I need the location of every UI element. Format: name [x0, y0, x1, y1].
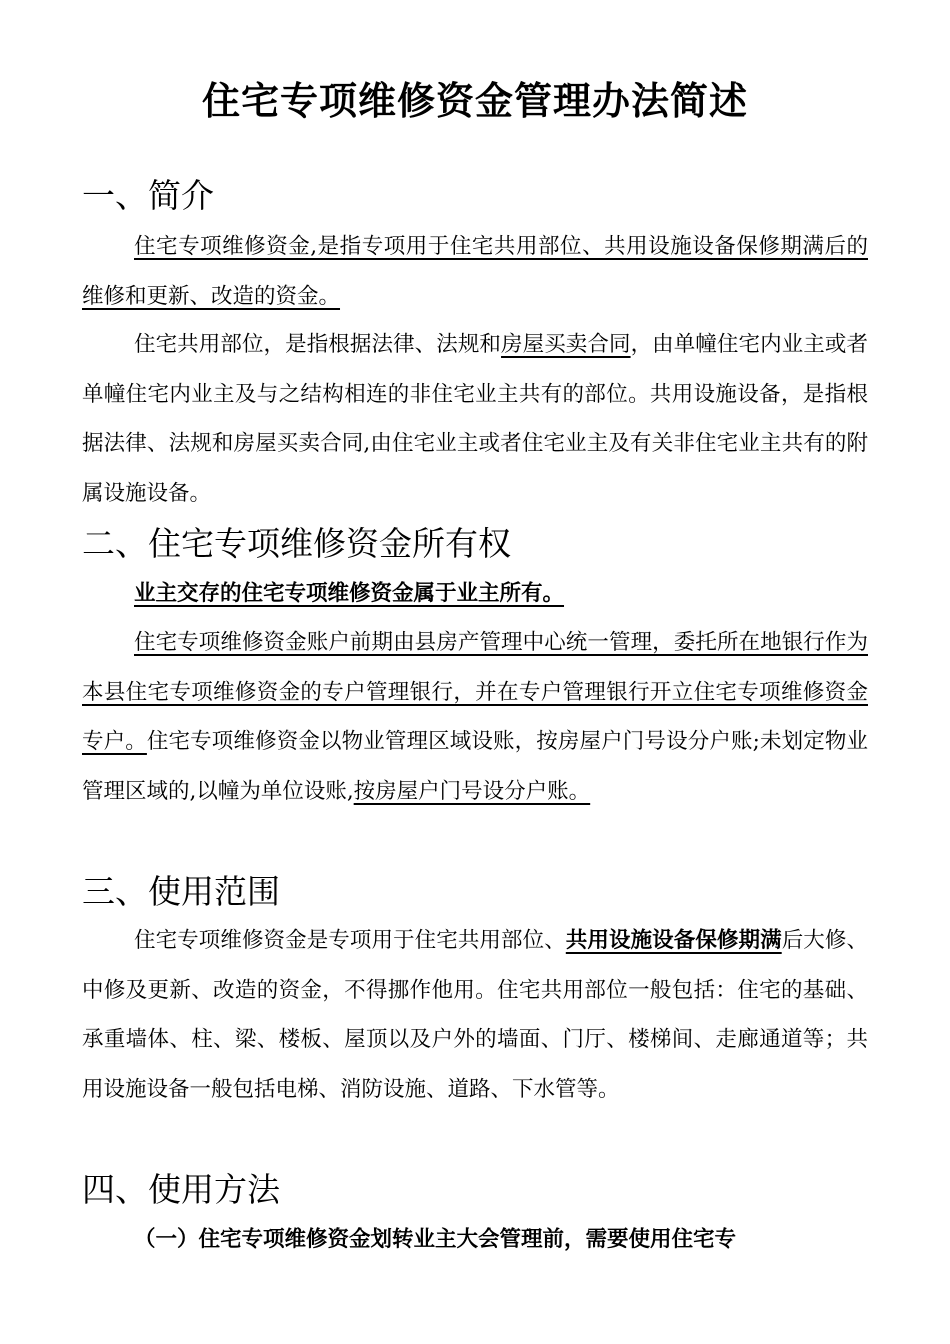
- section-heading-method: 四、使用方法: [82, 1170, 280, 1209]
- ownership-p2-underlined-1: 住宅专项维修资金账户前期由县房产管理中心统一管理，委托所在地银行作为本县住宅专项维修资金的专户管理银行，并在专户管理银行开立住宅专项维修资金专户。: [82, 630, 868, 754]
- scope-emphasis: 共用设施设备保修期满: [565, 928, 782, 953]
- method-item-1: （一）住宅专项维修资金划转业主大会管理前，需要使用住宅专: [134, 1227, 737, 1252]
- intro-paragraph-1: [82, 222, 868, 321]
- ownership-p2-text: 住宅专项维修资金以物业管理区域设账，按房屋户门号设分户账;未划定物业管理区域的,以幢为单位设账,: [82, 729, 868, 804]
- section-heading-ownership: 二、住宅专项维修资金所有权: [82, 524, 511, 563]
- intro-p2-underlined: 房屋买卖合同: [501, 332, 631, 357]
- scope-paragraph: [82, 916, 868, 1114]
- ownership-statement: 业主交存的住宅专项维修资金属于业主所有。: [134, 581, 565, 606]
- document-title: 住宅专项维修资金管理办法简述: [201, 79, 748, 123]
- intro-p2-text-a: 住宅共用部位，是指根据法律、法规和: [134, 332, 502, 357]
- ownership-paragraph-1: [82, 569, 868, 619]
- method-subheading: [134, 1215, 868, 1265]
- scope-text-a: 住宅专项维修资金是专项用于住宅共用部位、: [134, 928, 566, 953]
- intro-paragraph-2: [82, 320, 868, 518]
- intro-definition-text: 住宅专项维修资金,是指专项用于住宅共用部位、共用设施设备保修期满后的维修和更新、改造的资金。: [82, 234, 868, 309]
- intro-p2-text-b: ，由单幢住宅内业主或者单幢住宅内业主及与之结构相连的非住宅业主共有的部位。共用设施设备，是指根据法律、法规和房屋买卖合同,由住宅业主或者住宅业主及有关非住宅业主共有的附属设施设备。: [82, 332, 868, 506]
- section-heading-scope: 三、使用范围: [82, 872, 280, 911]
- ownership-paragraph-2: [82, 618, 868, 816]
- scope-text-b: 后大修、中修及更新、改造的资金，不得挪作他用。住宅共用部位一般包括：住宅的基础、承重墙体、柱、梁、楼板、屋顶以及户外的墙面、门厅、楼梯间、走廊通道等；共用设施设备一般包括电梯、消防设施、道路、下水管等。: [82, 928, 868, 1102]
- ownership-p2-underlined-2: 按房屋户门号设分户账。: [353, 778, 591, 804]
- section-heading-intro: 一、简介: [82, 176, 214, 215]
